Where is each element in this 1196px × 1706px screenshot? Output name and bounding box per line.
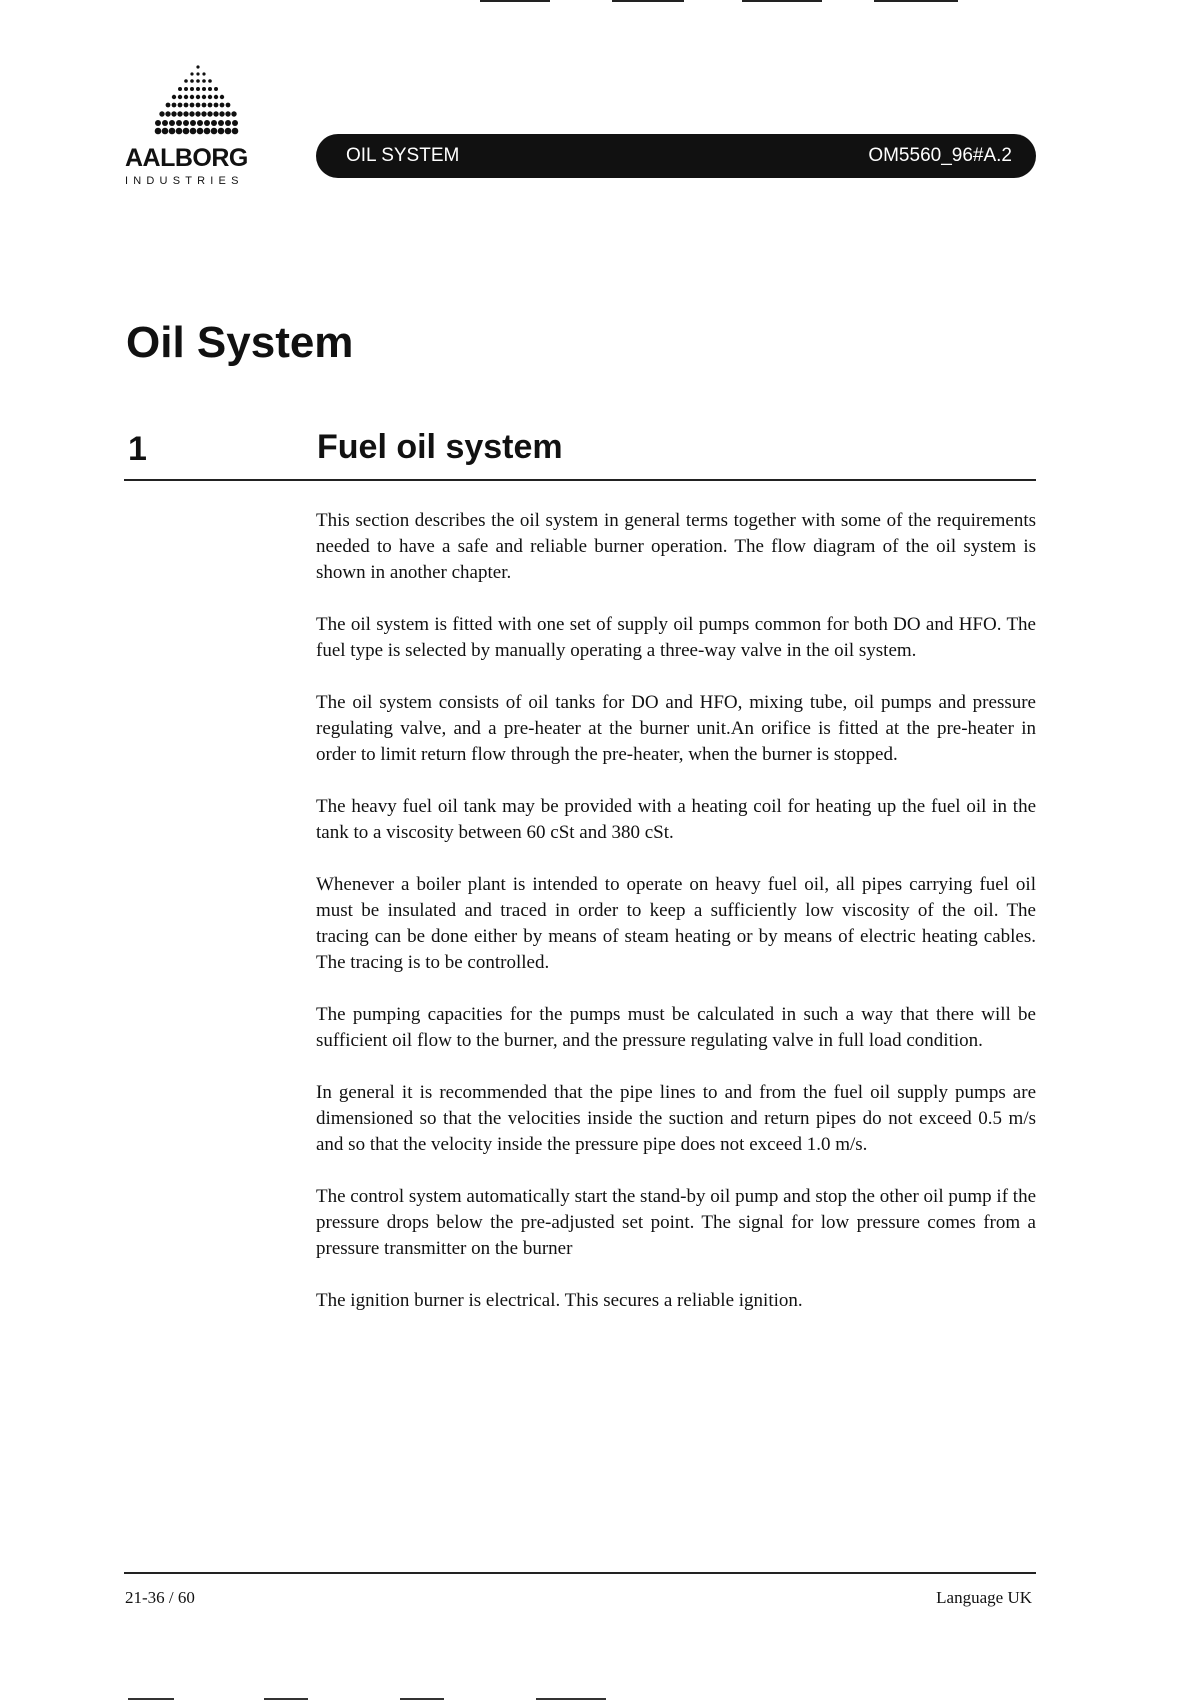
section-divider [124,479,1036,481]
logo-subtitle: INDUSTRIES [125,175,244,187]
section-body [316,508,1036,1340]
paragraph: Whenever a boiler plant is intended to operate on heavy fuel oil, all pipes carrying fuel oil must be insulated and traced in order to keep a sufficiently low viscosity of the oil. The tracing can be done either by means of steam heating or by means of electric heating cables. The tracing is to be controlled. [316,874,1036,973]
company-logo [125,64,265,194]
paragraph: The oil system is fitted with one set of supply oil pumps common for both DO and HFO. The fuel type is selected by manually operating a three-way valve in the oil system. [316,614,1036,661]
page-title: Oil System [126,318,354,367]
section-number: 1 [128,430,147,468]
scan-edge-mark [612,0,684,2]
logo-name: AALBORG [125,144,248,172]
scan-edge-mark [480,0,550,2]
paragraph: The heavy fuel oil tank may be provided with a heating coil for heating up the fuel oil in the tank to a viscosity between 60 cSt and 380 cSt. [316,796,1036,843]
footer-divider [124,1572,1036,1574]
scan-edge-mark [742,0,822,2]
paragraph: This section describes the oil system in general terms together with some of the requirements needed to have a safe and reliable burner operation. The flow diagram of the oil system is shown in another chapter. [316,510,1036,583]
dot-pyramid-icon [143,64,253,142]
header-bar [316,134,1036,178]
paragraph: The pumping capacities for the pumps must be calculated in such a way that there will be sufficient oil flow to the burner, and the pressure regulating valve in full load condition. [316,1004,1036,1051]
paragraph: The ignition burner is electrical. This secures a reliable ignition. [316,1290,803,1311]
scan-edge-mark [264,1698,308,1700]
paragraph: In general it is recommended that the pipe lines to and from the fuel oil supply pumps are dimensioned so that the velocities inside the suction and return pipes do not exceed 0.5 m/s and so that the velocity inside the pressure pipe does not exceed 1.0 m/s. [316,1082,1036,1155]
scan-edge-mark [400,1698,444,1700]
page-number: 21-36 / 60 [125,1588,195,1607]
header-section-label: OIL SYSTEM [346,145,460,166]
language-label: Language UK [936,1588,1032,1607]
scan-edge-mark [128,1698,174,1700]
scan-edge-mark [874,0,958,2]
scan-edge-mark [536,1698,606,1700]
document-code: OM5560_96#A.2 [868,145,1012,166]
section-title: Fuel oil system [317,428,563,466]
paragraph: The control system automatically start the stand-by oil pump and stop the other oil pump if the pressure drops below the pre-adjusted set point. The signal for low pressure comes from a pressure transmitter on the burner [316,1186,1036,1259]
paragraph: The oil system consists of oil tanks for DO and HFO, mixing tube, oil pumps and pressure regulating valve, and a pre-heater at the burner unit.An orifice is fitted at the pre-heater in order to limit return flow through the pre-heater, when the burner is stopped. [316,692,1036,765]
